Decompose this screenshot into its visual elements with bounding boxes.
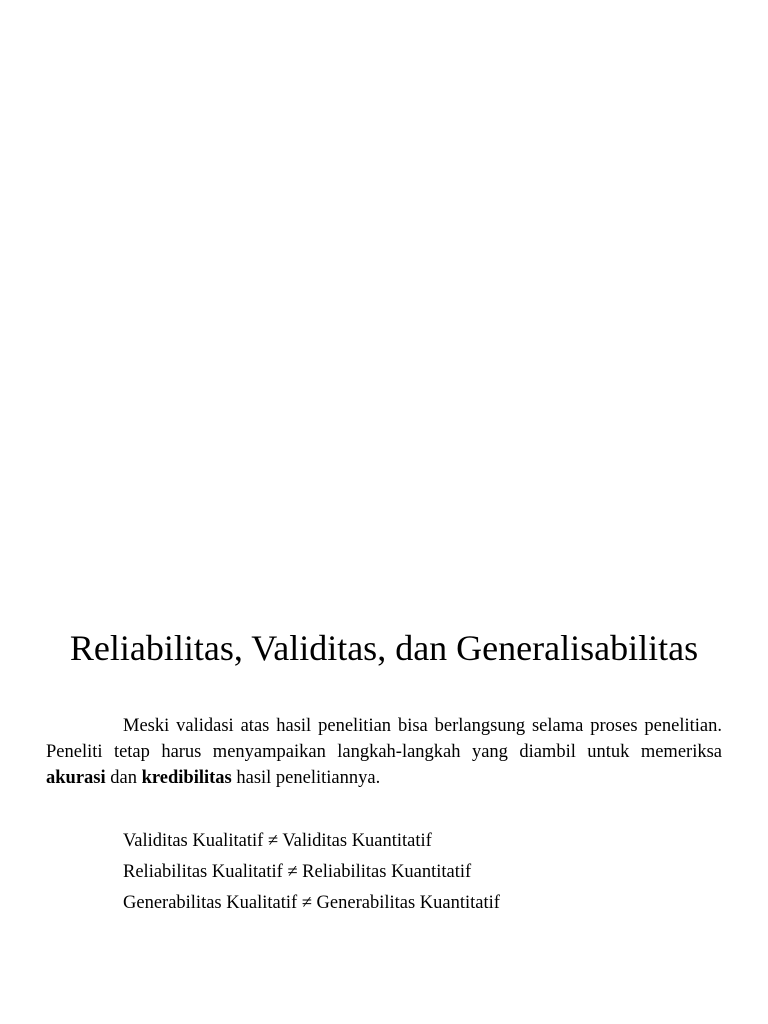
comparison-generabilitas: Generabilitas Kualitatif ≠ Generabilitas Kuantitatif [123, 893, 500, 913]
paragraph-bold-kredibilitas: kredibilitas [141, 768, 232, 788]
paragraph-text-3: hasil penelitiannya. [231, 768, 381, 788]
page-title: Reliabilitas, Validitas, dan Generalisabilitas [69, 628, 699, 668]
comparison-list [123, 826, 743, 919]
paragraph-text-2: dan [105, 768, 142, 788]
paragraph-text-1: Meski validasi atas hasil penelitian bisa berlangsung selama proses penelitian. Peneliti tetap harus menyampaikan langkah-langkah yang diambil untuk memeriksa [46, 716, 722, 762]
comparison-validitas: Validitas Kualitatif ≠ Validitas Kuantitatif [123, 831, 432, 851]
comparison-reliabilitas: Reliabilitas Kualitatif ≠ Reliabilitas Kuantitatif [123, 862, 472, 882]
paragraph-bold-akurasi: akurasi [46, 768, 106, 788]
intro-paragraph [46, 713, 722, 791]
